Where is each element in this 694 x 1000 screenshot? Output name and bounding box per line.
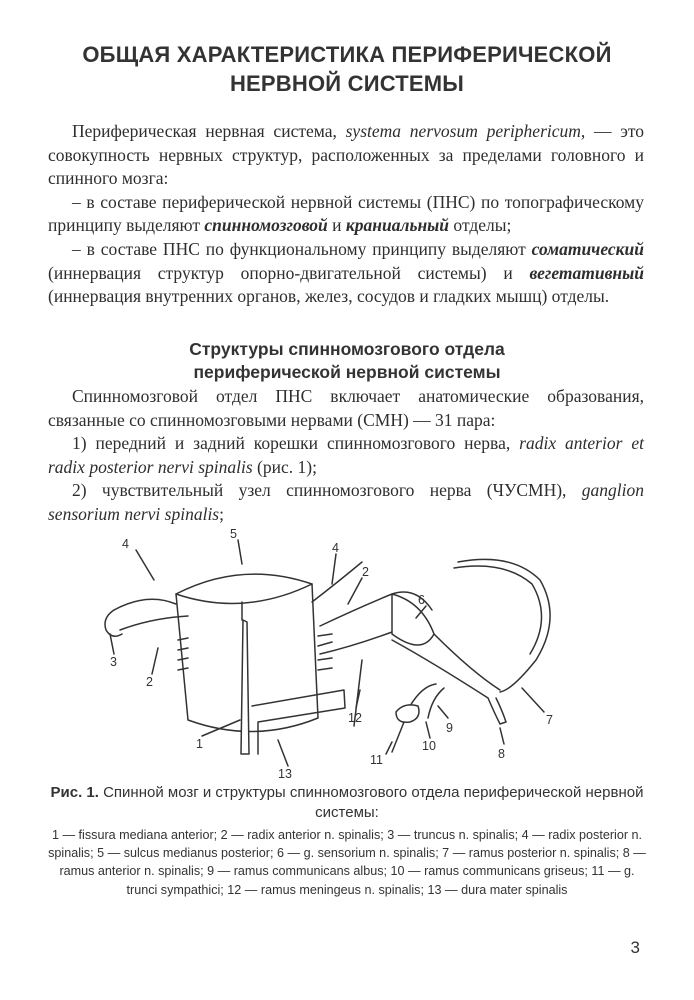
section-p2-start: 1) передний и задний корешки спинномозгового нерва, — [72, 433, 520, 454]
label-13: 13 — [278, 767, 292, 781]
leader-4-left — [136, 550, 154, 580]
intro-p2-mid: и — [327, 215, 346, 236]
spinal-nerve-trunk-lower — [392, 640, 488, 698]
leader-3 — [110, 634, 114, 654]
leader-10 — [426, 722, 430, 738]
intro-text — [48, 120, 644, 309]
intro-paragraph-3 — [48, 238, 644, 309]
section-p3-end: ; — [219, 503, 224, 524]
leader-2-right — [348, 578, 362, 604]
label-9: 9 — [446, 721, 453, 735]
section-p2-latin: radix anterior et radix posterior nervi spinalis — [48, 433, 644, 477]
label-8: 8 — [498, 747, 505, 761]
spinal-cord-figure — [92, 522, 592, 782]
intro-paragraph-1 — [48, 120, 644, 191]
spinal-ganglion — [392, 594, 434, 645]
intro-p1-end: , — это совокупность нервных структур, расположенных за пределами головного и спинного мозга: — [48, 121, 644, 189]
section-title-line-2: периферической нервной системы — [193, 362, 501, 382]
term-cranial: краниальный — [345, 215, 450, 236]
posterior-ramus — [458, 559, 550, 692]
spinal-cord-drawing — [92, 522, 592, 782]
posterior-ramus-inner — [454, 566, 542, 654]
figure-caption-text: Спинной мозг и структуры спинномозгового отдела периферической нервной системы: — [98, 784, 644, 821]
section-title-line-1: Структуры спинномозгового отдела — [189, 339, 505, 359]
section-p2-end: (рис. 1); — [252, 456, 317, 477]
label-4-right: 4 — [332, 541, 339, 555]
leader-9 — [438, 706, 448, 718]
right-posterior-root-upper — [312, 562, 362, 602]
leader-13 — [278, 740, 288, 766]
leader-7 — [522, 688, 544, 712]
intro-p3-end: (иннервация внутренних органов, желез, сосудов и гладких мышц) отделы. — [48, 286, 610, 307]
anterior-ramus — [488, 698, 506, 724]
section-p3-start: 2) чувствительный узел спинномозгового нерва (ЧУСМН), — [72, 480, 582, 501]
label-3: 3 — [110, 655, 117, 669]
term-vegetative: вегетативный — [529, 262, 644, 283]
term-spinal: спинномозговой — [204, 215, 328, 236]
section-title — [60, 338, 634, 384]
figure-number: Рис. 1. — [50, 784, 99, 801]
section-text — [48, 385, 644, 527]
label-4-left: 4 — [122, 537, 129, 551]
leader-2-left — [152, 648, 158, 674]
page-title — [60, 40, 634, 98]
page-number: 3 — [630, 938, 640, 957]
intro-paragraph-2 — [48, 191, 644, 238]
intro-p2-start: – в составе периферической нервной системы (ПНС) по топографическому принципу выделяют — [48, 191, 644, 236]
ramus-communicans-albus — [428, 688, 444, 718]
section-paragraph-3 — [48, 479, 644, 526]
page-title-line-2: НЕРВНОЙ СИСТЕМЫ — [229, 71, 465, 96]
figure-legend: 1 — fissura mediana anterior; 2 — radix anterior n. spinalis; 3 — truncus n. spinalis; 4 — radix posterior n. spinalis; 5 — sulcus medianus posterior; 6 — g. sensorium n. spinalis; 7 — ramus posterior n. spinalis; 8 — ramus anterior n. spinalis; 9 — ramus communicans albus; 10 — ramus communicans griseus; 11 — g. trunci sympathici; 12 — ramus meningeus n. spinalis; 13 — dura mater spinalis — [48, 828, 646, 897]
label-6: 6 — [418, 593, 425, 607]
label-7: 7 — [546, 713, 553, 727]
intro-p1-start: Периферическая нервная система, — [72, 121, 346, 141]
anterior-median-fissure — [241, 620, 249, 754]
figure-caption — [44, 783, 650, 823]
label-10: 10 — [422, 739, 436, 753]
label-12: 12 — [348, 711, 362, 725]
label-11: 11 — [370, 753, 383, 767]
leader-4-right — [332, 554, 336, 584]
intro-p3-mid: (иннервация структур опорно-двигательной системы) и — [48, 262, 530, 283]
label-2-right: 2 — [362, 565, 369, 579]
label-2-left: 2 — [146, 675, 153, 689]
intro-p3-start: – в составе ПНС по функциональному принципу выделяют — [72, 238, 532, 259]
term-somatic: соматический — [531, 238, 644, 259]
left-posterior-root — [114, 599, 176, 610]
intro-p2-end: отделы; — [449, 215, 512, 236]
section-paragraph-1: Спинномозговой отдел ПНС включает анатомические образования, связанные со спинномозговыми нервами (СМН) — 31 пара: — [48, 386, 644, 430]
sympathetic-trunk-ganglion — [396, 705, 419, 722]
section-p3-latin: ganglion sensorium nervi spinalis — [48, 480, 644, 524]
section-paragraph-2 — [48, 432, 644, 479]
sympathetic-trunk-lower — [392, 722, 404, 752]
leader-11 — [386, 742, 392, 754]
left-spinal-nerve-trunk — [105, 610, 122, 636]
intro-p1-latin: systema nervosum periphericum — [345, 121, 581, 141]
spinal-nerve-trunk-right — [434, 634, 500, 690]
leader-8 — [500, 728, 504, 744]
leader-5 — [238, 540, 242, 564]
label-1: 1 — [196, 737, 203, 751]
label-5: 5 — [230, 527, 237, 541]
page-title-line-1: ОБЩАЯ ХАРАКТЕРИСТИКА ПЕРИФЕРИЧЕСКОЙ — [82, 42, 612, 67]
